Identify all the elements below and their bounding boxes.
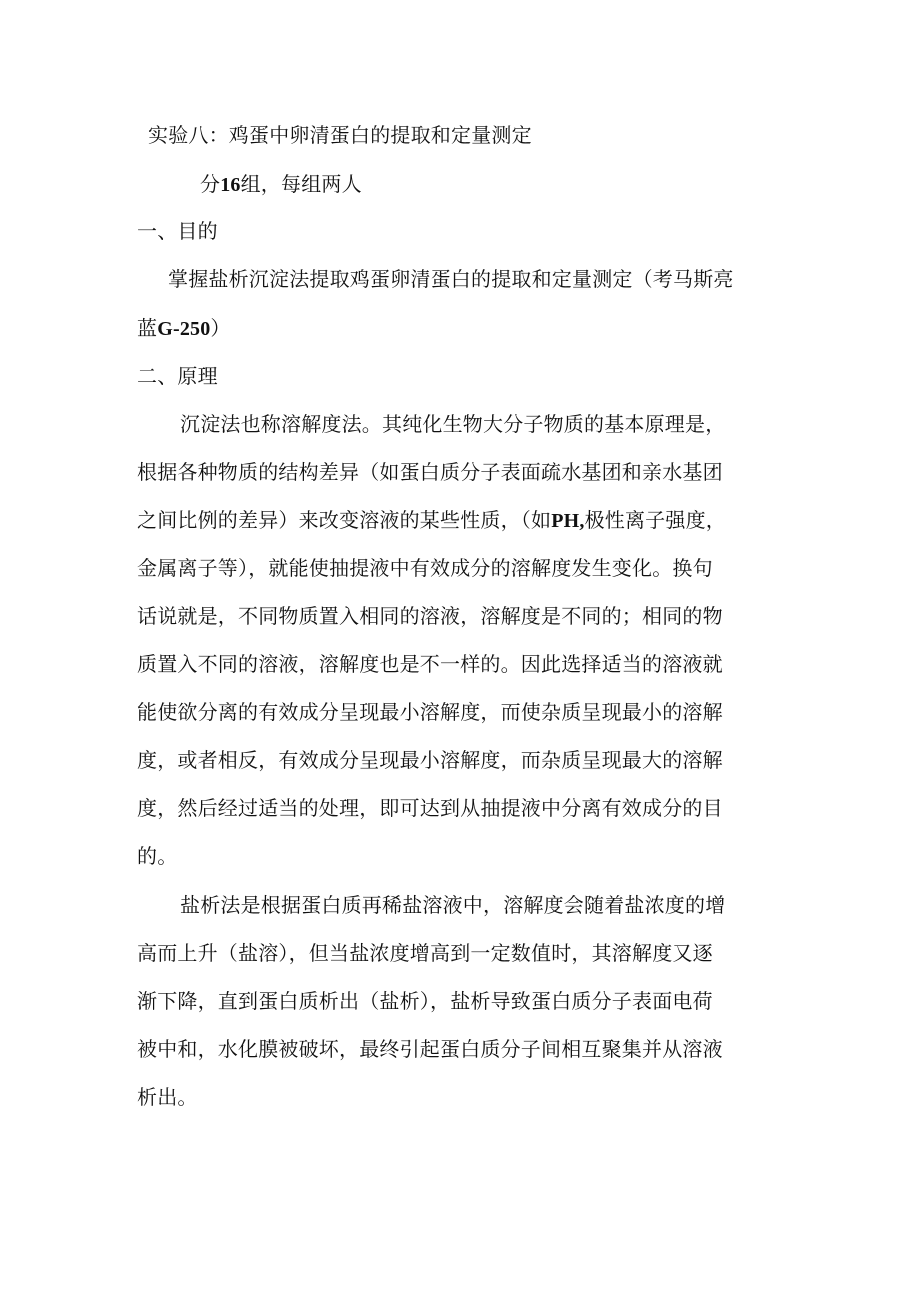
principle-p2-line: 析出。 [137, 1085, 198, 1109]
principle-p1-line3-bold: PH, [551, 510, 585, 532]
principle-p1-line: 质置入不同的溶液，溶解度也是不一样的。因此选择适当的溶液就 [137, 652, 723, 676]
purpose-line-2-post: ） [210, 316, 231, 340]
purpose-line-1: 掌握盐析沉淀法提取鸡蛋卵清蛋白的提取和定量测定（考马斯亮 [168, 267, 734, 291]
principle-p1-line3-pre: 之间比例的差异）来改变溶液的某些性质，（如 [137, 508, 552, 532]
purpose-line-2-pre: 蓝 [137, 316, 158, 340]
grouping-line [200, 171, 362, 198]
principle-p1-line: 话说就是，不同物质置入相同的溶液，溶解度是不同的；相同的物 [137, 604, 723, 628]
document-title: 实验八：鸡蛋中卵清蛋白的提取和定量测定 [148, 123, 532, 147]
principle-p1-line: 的。 [137, 844, 178, 868]
principle-p1-line: 沉淀法也称溶解度法。其纯化生物大分子物质的基本原理是， [180, 412, 726, 436]
principle-p2-line: 盐析法是根据蛋白质再稀盐溶液中，溶解度会随着盐浓度的增 [180, 893, 726, 917]
grouping-post: 组，每组两人 [240, 172, 362, 196]
section-heading-principle: 二、原理 [137, 364, 218, 388]
principle-p1-line: 度，然后经过适当的处理，即可达到从抽提液中分离有效成分的目 [137, 796, 723, 820]
grouping-pre: 分 [200, 172, 221, 196]
principle-p1-line [137, 507, 726, 534]
principle-p2-line: 被中和，水化膜被破坏，最终引起蛋白质分子间相互聚集并从溶液 [137, 1037, 723, 1061]
principle-p1-line3-post: 极性离子强度， [584, 508, 726, 532]
principle-p1-line: 金属离子等），就能使抽提液中有效成分的溶解度发生变化。换句 [137, 556, 713, 580]
principle-p2-line: 高而上升（盐溶），但当盐浓度增高到一定数值时，其溶解度又逐 [137, 941, 713, 965]
principle-p1-line: 度，或者相反，有效成分呈现最小溶解度，而杂质呈现最大的溶解 [137, 748, 723, 772]
purpose-line-2-bold: G-250 [157, 318, 211, 340]
principle-p1-line: 能使欲分离的有效成分呈现最小溶解度，而使杂质呈现最小的溶解 [137, 700, 723, 724]
purpose-line-2 [137, 315, 231, 342]
principle-p1-line: 根据各种物质的结构差异（如蛋白质分子表面疏水基团和亲水基团 [137, 460, 723, 484]
section-heading-purpose: 一、目的 [137, 219, 218, 243]
grouping-number: 16 [220, 174, 241, 196]
principle-p2-line: 渐下降，直到蛋白质析出（盐析），盐析导致蛋白质分子表面电荷 [137, 989, 713, 1013]
